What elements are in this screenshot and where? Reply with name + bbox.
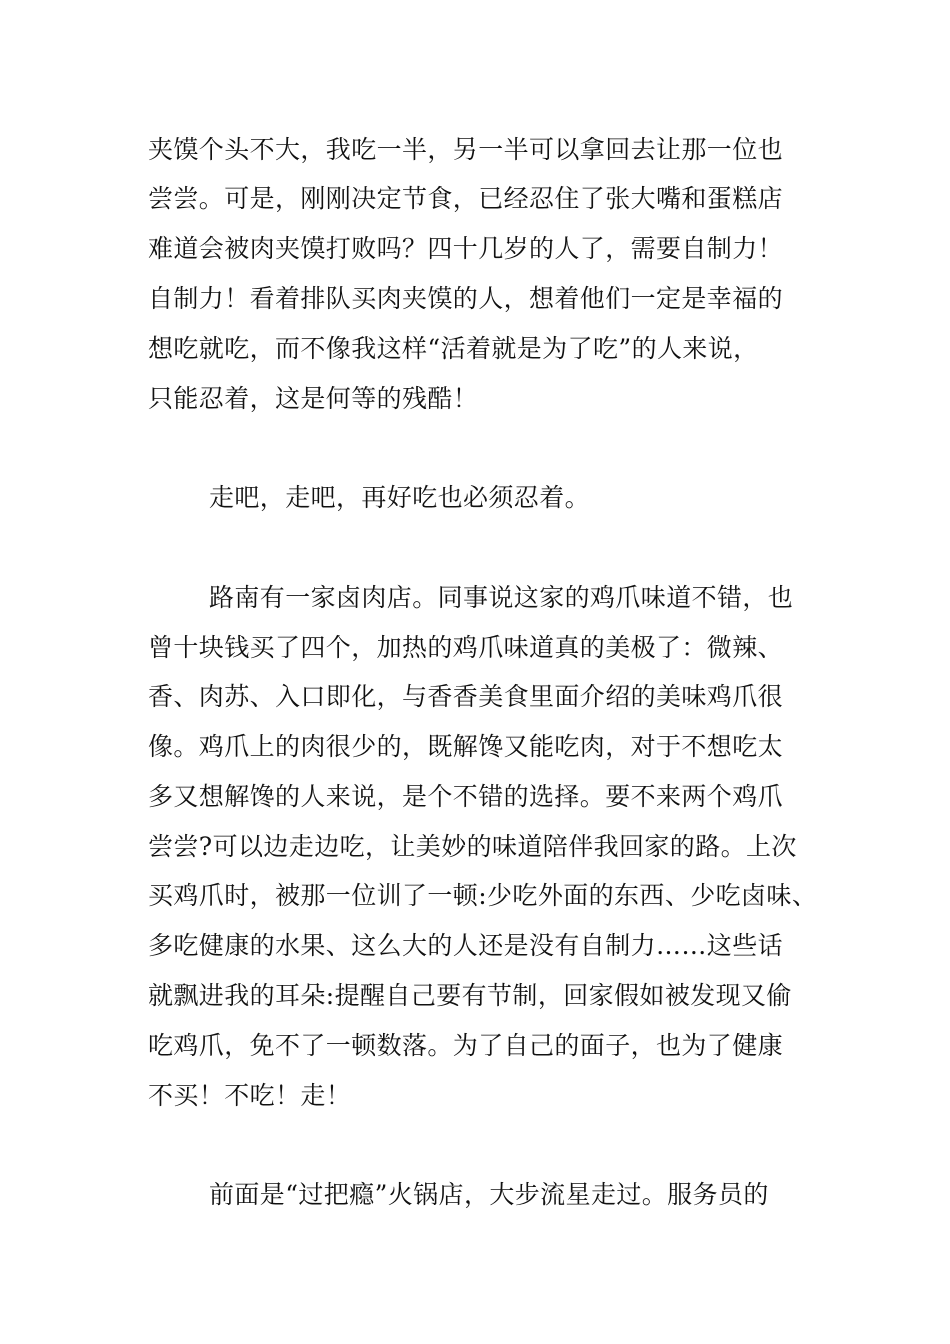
text-line: 尝尝。可是，刚刚决定节食，已经忍住了张大嘴和蛋糕店 — [148, 184, 784, 213]
text-line: 像。鸡爪上的肉很少的，既解馋又能吃肉，对于不想吃太 — [148, 732, 784, 761]
text-line: 买鸡爪时，被那一位训了一顿:少吃外面的东西、少吃卤味、 — [148, 881, 818, 910]
text-line: 自制力！看着排队买肉夹馍的人，想着他们一定是幸福的 — [148, 284, 784, 313]
text-line: 只能忍着，这是何等的残酷！ — [148, 384, 479, 413]
text-line: 就飘进我的耳朵:提醒自己要有节制，回家假如被发现又偷 — [148, 981, 792, 1010]
text-line: 不买！不吃！走！ — [148, 1081, 352, 1110]
text-line: 夹馍个头不大，我吃一半，另一半可以拿回去让那一位也 — [148, 135, 784, 164]
text-line: 尝尝?可以边走边吃，让美妙的味道陪伴我回家的路。上次 — [148, 832, 797, 861]
text-line: 多吃健康的水果、这么大的人还是没有自制力……这些话 — [148, 931, 784, 960]
text-line: 难道会被肉夹馍打败吗？四十几岁的人了，需要自制力！ — [148, 234, 784, 263]
text-line: 路南有一家卤肉店。同事说这家的鸡爪味道不错，也 — [209, 583, 794, 612]
text-line: 曾十块钱买了四个，加热的鸡爪味道真的美极了：微辣、 — [148, 633, 784, 662]
text-line: 多又想解馋的人来说，是个不错的选择。要不来两个鸡爪 — [148, 782, 784, 811]
text-line: 香、肉苏、入口即化，与香香美食里面介绍的美味鸡爪很 — [148, 682, 784, 711]
text-line: 走吧，走吧，再好吃也必须忍着。 — [209, 483, 591, 512]
text-line: 前面是“过把瘾”火锅店，大步流星走过。服务员的 — [209, 1180, 769, 1209]
text-line: 想吃就吃，而不像我这样“活着就是为了吃”的人来说， — [148, 334, 759, 363]
text-line: 吃鸡爪，免不了一顿数落。为了自己的面子，也为了健康 — [148, 1031, 784, 1060]
